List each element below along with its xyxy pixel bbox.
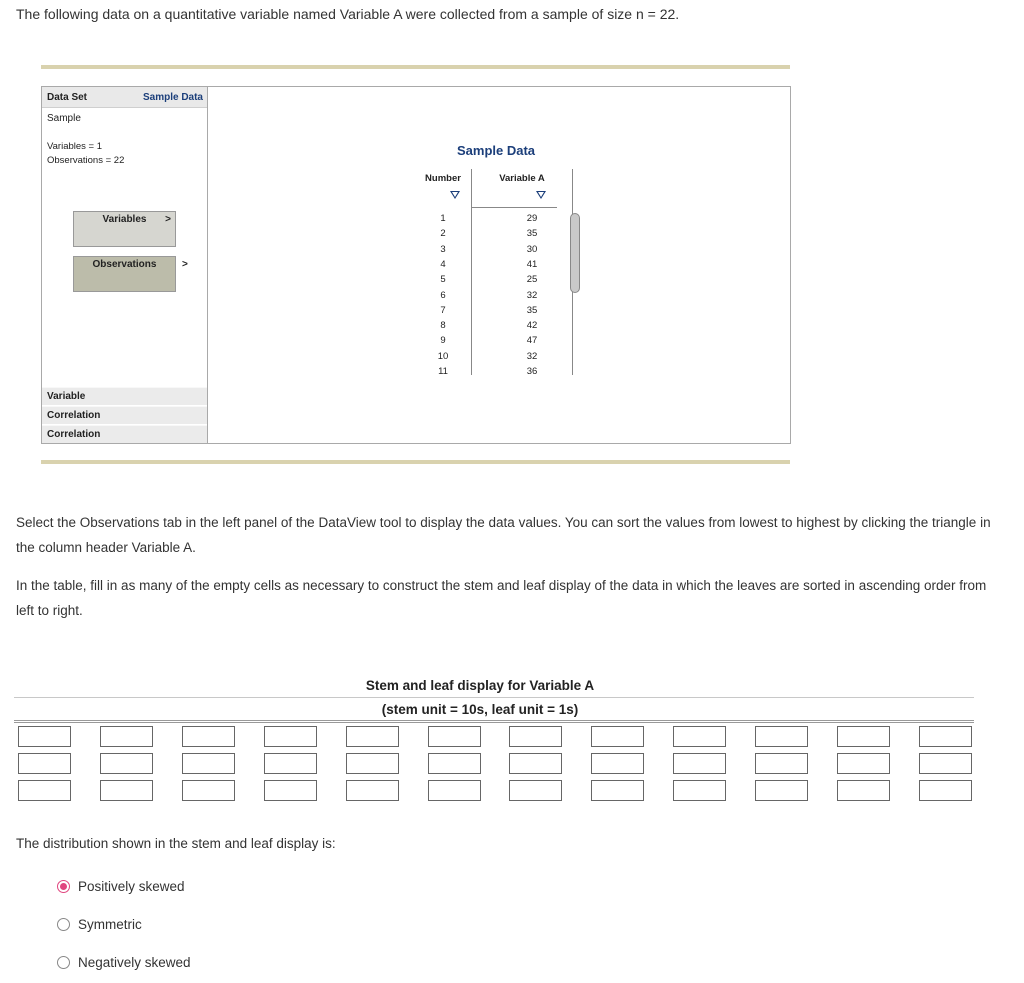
- leaf-input[interactable]: [346, 753, 399, 774]
- instruction-paragraph-1: Select the Observations tab in the left panel of the DataView tool to display the data values. You can sort the values from lowest to highest by clicking the triangle in the column header Variable A.: [16, 515, 991, 555]
- row-value: 30: [526, 243, 538, 255]
- chevron-right-icon: >: [165, 214, 171, 225]
- row-number: 9: [440, 335, 446, 347]
- sample-label: Sample: [47, 113, 81, 124]
- row-value: 32: [526, 289, 538, 301]
- row-number: 1: [440, 213, 446, 224]
- dataset-label: Data Set: [47, 92, 88, 103]
- stem-input[interactable]: [18, 780, 71, 801]
- leaf-input[interactable]: [100, 726, 153, 747]
- leaf-input[interactable]: [673, 780, 726, 801]
- stem-input[interactable]: [18, 753, 71, 774]
- dataview-left-panel: [42, 87, 208, 443]
- column-header-variable-a[interactable]: Variable A: [499, 173, 545, 184]
- leaf-input[interactable]: [182, 753, 235, 774]
- leaf-input[interactable]: [919, 780, 972, 801]
- leaf-input[interactable]: [428, 753, 481, 774]
- row-number: 3: [440, 243, 446, 255]
- dataset-name[interactable]: Sample Data: [142, 92, 203, 103]
- row-value: 35: [526, 228, 538, 240]
- leaf-input[interactable]: [673, 726, 726, 747]
- row-value: 42: [526, 320, 538, 332]
- leaf-input[interactable]: [591, 780, 644, 801]
- dataview-tool: [41, 86, 791, 444]
- row-number: 2: [440, 228, 446, 240]
- intro-text: The following data on a quantitative variable named Variable A were collected from a sample of size n = 22.: [16, 6, 680, 22]
- row-value: 36: [526, 366, 538, 377]
- tab-variables[interactable]: [73, 211, 176, 247]
- row-value: 25: [526, 274, 538, 286]
- dataset-header: [42, 87, 207, 108]
- sort-number-triangle-icon[interactable]: [450, 191, 460, 199]
- row-number: 11: [438, 366, 448, 377]
- leaf-input[interactable]: [755, 780, 808, 801]
- leaf-input[interactable]: [264, 753, 317, 774]
- bottom-divider: [41, 460, 790, 464]
- leaf-input[interactable]: [591, 753, 644, 774]
- row-value: 35: [526, 304, 538, 316]
- leaf-input[interactable]: [264, 780, 317, 801]
- row-number: 4: [440, 258, 446, 270]
- variables-count: Variables = 1: [47, 141, 103, 152]
- column-header-number[interactable]: Number: [425, 173, 461, 184]
- row-number: 8: [440, 320, 446, 332]
- option-negatively-skewed[interactable]: [57, 955, 191, 970]
- stem-leaf-header-rule: [14, 720, 974, 723]
- leaf-input[interactable]: [428, 780, 481, 801]
- leaf-input[interactable]: [509, 753, 562, 774]
- leaf-input[interactable]: [182, 726, 235, 747]
- leaf-input[interactable]: [428, 726, 481, 747]
- side-link-correlation[interactable]: Correlation: [42, 406, 207, 424]
- leaf-input[interactable]: [509, 726, 562, 747]
- option-positively-skewed[interactable]: [57, 879, 185, 894]
- leaf-input[interactable]: [346, 780, 399, 801]
- row-value: 29: [526, 213, 538, 224]
- tab-variables-label: Variables: [102, 214, 147, 225]
- leaf-input[interactable]: [264, 726, 317, 747]
- row-number: 10: [437, 350, 449, 362]
- option-label: Symmetric: [78, 917, 142, 932]
- row-value: 32: [526, 350, 538, 362]
- leaf-input[interactable]: [100, 753, 153, 774]
- leaf-input[interactable]: [837, 780, 890, 801]
- leaf-input[interactable]: [837, 753, 890, 774]
- row-number: 6: [440, 289, 446, 301]
- dataview-table-title: Sample Data: [457, 143, 536, 158]
- table-scrollbar[interactable]: [570, 213, 580, 293]
- leaf-input[interactable]: [182, 780, 235, 801]
- radio-selected-icon[interactable]: [57, 880, 70, 893]
- leaf-input[interactable]: [346, 726, 399, 747]
- option-label: Positively skewed: [78, 879, 185, 894]
- leaf-input[interactable]: [919, 753, 972, 774]
- stem-input[interactable]: [18, 726, 71, 747]
- row-number: 7: [440, 304, 446, 316]
- row-value: 47: [526, 335, 538, 347]
- radio-icon[interactable]: [57, 918, 70, 931]
- side-link-variable[interactable]: Variable: [42, 387, 207, 405]
- leaf-input[interactable]: [509, 780, 562, 801]
- leaf-input[interactable]: [919, 726, 972, 747]
- leaf-input[interactable]: [755, 753, 808, 774]
- stem-leaf-title-rule: [14, 697, 974, 698]
- leaf-input[interactable]: [591, 726, 644, 747]
- instruction-paragraph-2: In the table, fill in as many of the empty cells as necessary to construct the stem and leaf display of the data in which the leaves are sorted in ascending order from left to right.: [16, 578, 987, 618]
- side-link-correlation-2[interactable]: Correlation: [42, 425, 207, 443]
- row-value: 41: [526, 258, 538, 270]
- observations-count: Observations = 22: [47, 155, 125, 166]
- top-divider: [41, 65, 790, 69]
- question-text: The distribution shown in the stem and leaf display is:: [16, 836, 336, 851]
- leaf-input[interactable]: [100, 780, 153, 801]
- option-symmetric[interactable]: [57, 917, 142, 932]
- leaf-input[interactable]: [673, 753, 726, 774]
- leaf-input[interactable]: [755, 726, 808, 747]
- chevron-right-icon: >: [182, 259, 188, 270]
- radio-icon[interactable]: [57, 956, 70, 969]
- header-divider: [471, 207, 557, 208]
- row-number: 5: [440, 274, 446, 286]
- column-divider: [471, 169, 472, 375]
- tab-observations[interactable]: [73, 256, 176, 292]
- stem-leaf-subtitle: (stem unit = 10s, leaf unit = 1s): [381, 702, 579, 717]
- option-label: Negatively skewed: [78, 955, 191, 970]
- tab-observations-label: Observations: [92, 259, 157, 270]
- stem-leaf-title: Stem and leaf display for Variable A: [365, 678, 595, 693]
- leaf-input[interactable]: [837, 726, 890, 747]
- sort-variable-triangle-icon[interactable]: [536, 191, 546, 199]
